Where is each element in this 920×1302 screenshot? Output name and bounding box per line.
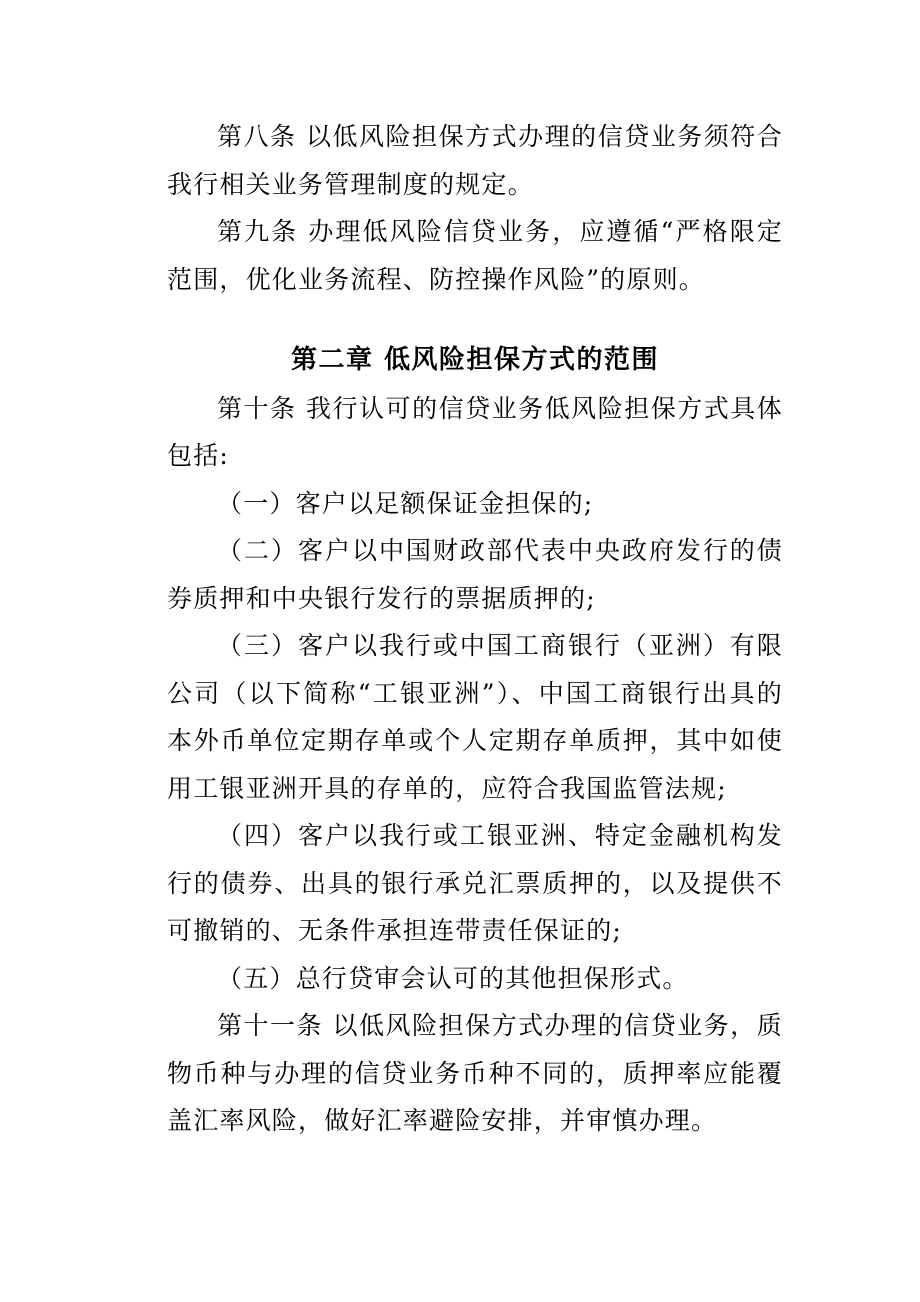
article-9: 第九条 办理低风险信贷业务，应遵循“严格限定范围，优化业务流程、防控操作风险”的原则。: [167, 217, 783, 294]
list-item-5: （五）总行贷审会认可的其他担保形式。: [217, 963, 689, 993]
list-item-1: （一）客户以足额保证金担保的;: [217, 488, 594, 518]
article-8: 第八条 以低风险担保方式办理的信贷业务须符合我行相关业务管理制度的规定。: [167, 122, 783, 199]
list-item-2: （二）客户以中国财政部代表中央政府发行的债券质押和中央银行发行的票据质押的;: [167, 536, 783, 613]
section-spacer: [167, 303, 783, 337]
list-item-4: （四）客户以我行或工银亚洲、特定金融机构发行的债券、出具的银行承兑汇票质押的，以及提供不可撤销的、无条件承担连带责任保证的;: [167, 821, 783, 945]
article-11: 第十一条 以低风险担保方式办理的信贷业务，质物币种与办理的信贷业务币种不同的，质押率应能覆盖汇率风险，做好汇率避险安排，并审慎办理。: [167, 1011, 783, 1135]
document-body: [167, 113, 783, 1145]
list-item-3: （三）客户以我行或中国工商银行（亚洲）有限公司（以下简称“工银亚洲”）、中国工商银行出具的本外币单位定期存单或个人定期存单质押，其中如使用工银亚洲开具的存单的，应符合我国监管法规;: [167, 631, 783, 803]
chapter-title: 第二章 低风险担保方式的范围: [290, 345, 660, 375]
article-10: 第十条 我行认可的信贷业务低风险担保方式具体包括:: [167, 393, 783, 470]
